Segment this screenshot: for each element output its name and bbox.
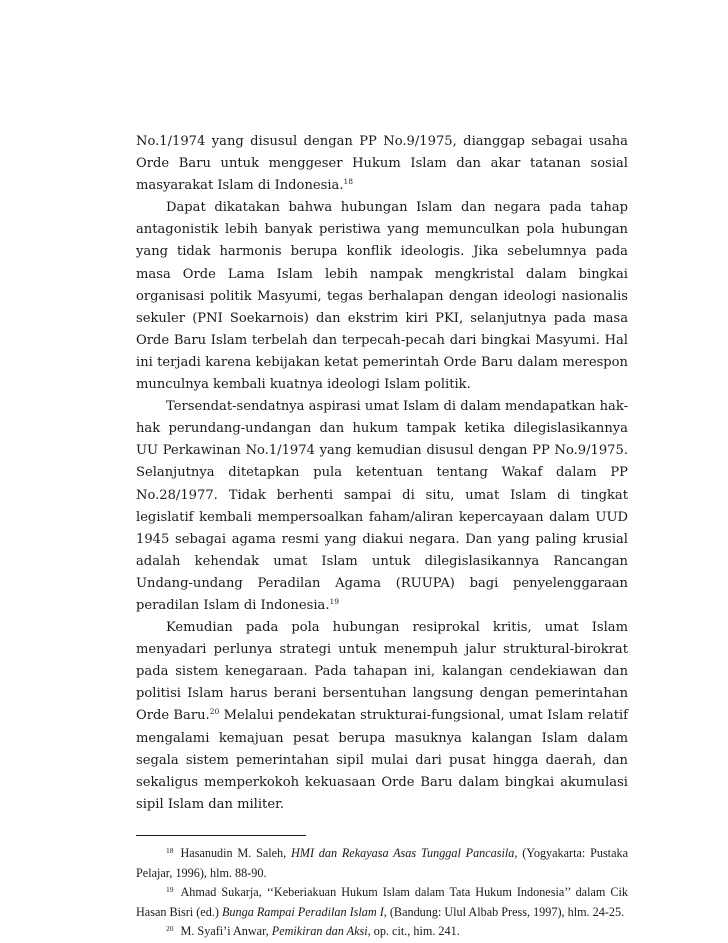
footnote-ref-19: 19	[329, 596, 340, 606]
footnotes	[136, 844, 628, 942]
footnote-ref-18: 18	[343, 177, 354, 187]
paragraph-4: Kemudian pada pola hubungan resiprokal kritis, umat Islam menyadari perlunya strategi untuk menempuh jalur struktural-birokrat pada sistem kenegaraan. Pada tahapan ini, kalangan cendekiawan dan politisi Islam harus berani bersentuhan langsung dengan pemerintahan Orde Baru.$^{20}$ Melalui pendekatan strukturai-fungsional, umat Islam relatif mengalami kemajuan pesat berupa masuknya kalangan Islam dalam segala sistem pemerintahan sipil mulai dari pusat hingga daerah, dan sekaligus memperkokoh kekuasaan Orde Baru dalam bingkai akumulasi sipil Islam dan militer.	[136, 620, 628, 812]
paragraph-3: Tersendat-sendatnya aspirasi umat Islam di dalam mendapatkan hak-hak perundang-undangan dan hukum tampak ketika dilegislasikannya UU Perkawinan No.1/1974 yang kemudian disusul dengan PP No.9/1975. Selanjutnya ditetapkan pula ketentuan tentang Wakaf dalam PP No.28/1977. Tidak berhenti sampai di situ, umat Islam di tingkat legislatif kembali mempersoalkan faham/aliran kepercayaan dalam UUD 1945 sebagai agama resmi yang diakui negara. Dan yang paling krusial adalah kehendak umat Islam untuk dilegislasikannya Rancangan Undang-undang Peradilan Agama (RUUPA) bagi penyelenggaraan peradilan Islam di Indonesia.$^{19}$	[136, 399, 628, 613]
footnote-ref-20: 20	[209, 707, 220, 717]
document-page	[136, 131, 628, 942]
footnote-19: $^{19}$ Ahmad Sukarja, ‘‘Keberiakuan Hukum Islam dalam Tata Hukum Indonesia’’ dalam Cik Hasan Bisri (ed.) Bunga Rampai Peradilan Islam I, (Bandung: Ulul Albab Press, 1997), hlm. 24-25.	[136, 885, 628, 919]
footnote-separator	[136, 835, 306, 836]
body-text	[136, 131, 628, 816]
paragraph-2: Dapat dikatakan bahwa hubungan Islam dan negara pada tahap antagonistik lebih banyak peristiwa yang memunculkan pola hubungan yang tidak harmonis berupa konflik ideologis. Jika sebelumnya pada masa Orde Lama Islam lebih nampak mengkristal dalam bingkai organisasi politik Masyumi, tegas berhalapan dengan ideologi nasionalis sekuler (PNI Soekarnois) dan ekstrim kiri PKI, selanjutnya pada masa Orde Baru Islam terbelah dan terpecah-pecah dari bingkai Masyumi. Hal ini terjadi karena kebijakan ketat pemerintah Orde Baru dalam merespon munculnya kembali kuatnya ideologi Islam politik.	[136, 200, 628, 393]
paragraph-1: No.1/1974 yang disusul dengan PP No.9/1975, dianggap sebagai usaha Orde Baru untuk menggeser Hukum Islam dan akar tatanan sosial masyarakat Islam di Indonesia.$^{18}$	[136, 134, 628, 194]
footnote-18: $^{18}$ Hasanudin M. Saleh, HMI dan Rekayasa Asas Tunggal Pancasila, (Yogyakarta: Pustaka Pelajar, 1996), hlm. 88-90.	[136, 845, 628, 880]
footnote-20: $^{20}$ M. Syafi’i Anwar, Pemikiran dan Aksi, op. cit., him. 241.	[166, 924, 460, 939]
